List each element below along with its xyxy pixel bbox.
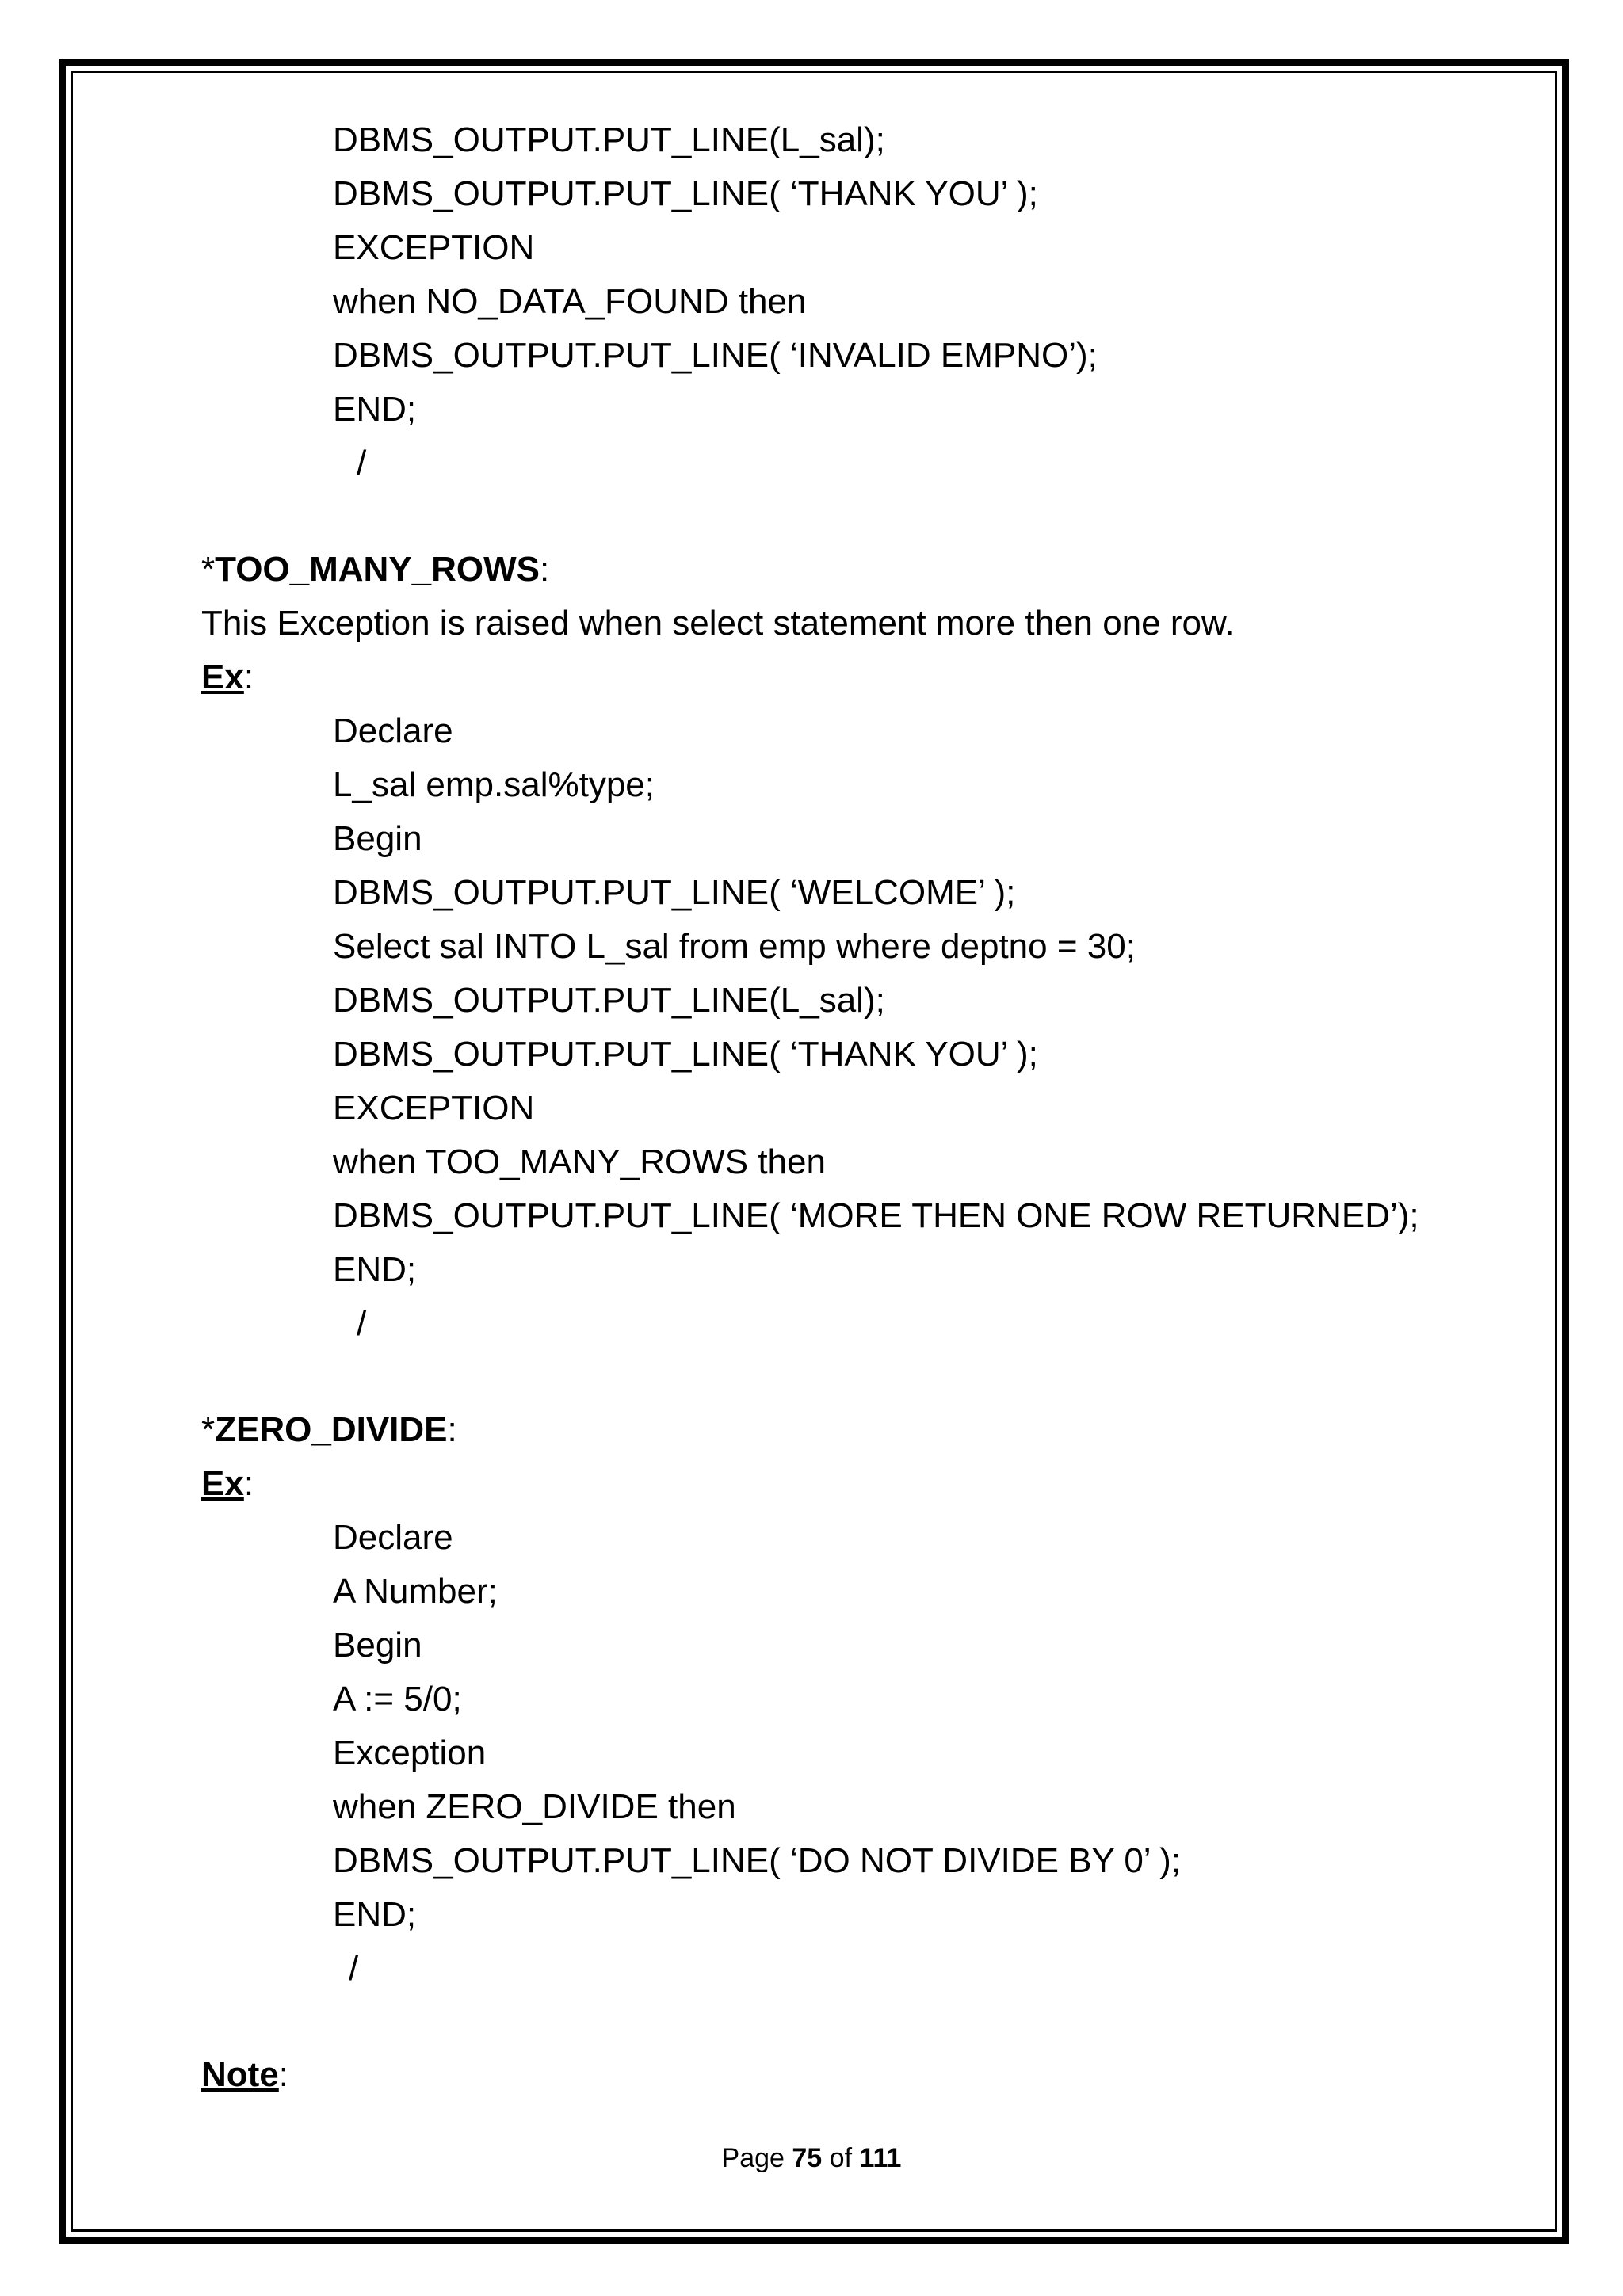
- code-line: DBMS_OUTPUT.PUT_LINE( ‘MORE THEN ONE ROW RETURNED’);: [333, 1196, 1419, 1235]
- code-line: A := 5/0;: [333, 1680, 462, 1718]
- total-page-count: 111: [859, 2143, 902, 2173]
- code-line: END;: [333, 390, 417, 429]
- code-line: /: [357, 1304, 367, 1343]
- code-line: DBMS_OUTPUT.PUT_LINE(L_sal);: [333, 981, 885, 1020]
- current-page-number: 75: [792, 2143, 823, 2173]
- code-line: DBMS_OUTPUT.PUT_LINE( ‘THANK YOU’ );: [333, 174, 1038, 213]
- code-line: EXCEPTION: [333, 1089, 535, 1127]
- code-line: /: [349, 1949, 359, 1988]
- code-line: Declare: [333, 711, 453, 750]
- page-word: Page: [721, 2143, 785, 2173]
- code-line: when NO_DATA_FOUND then: [333, 282, 807, 321]
- example-label: Ex:: [201, 658, 254, 696]
- code-line: A Number;: [333, 1572, 498, 1611]
- code-line: DBMS_OUTPUT.PUT_LINE( ‘WELCOME’ );: [333, 873, 1016, 912]
- code-line: DBMS_OUTPUT.PUT_LINE( ‘INVALID EMPNO’);: [333, 336, 1098, 375]
- code-line: DBMS_OUTPUT.PUT_LINE(L_sal);: [333, 120, 885, 159]
- code-line: when TOO_MANY_ROWS then: [333, 1142, 826, 1181]
- code-line: Begin: [333, 819, 422, 858]
- code-line: Select sal INTO L_sal from emp where deptno = 30;: [333, 927, 1136, 966]
- code-line: END;: [333, 1895, 417, 1934]
- section-heading-too-many-rows: *TOO_MANY_ROWS:: [201, 550, 550, 589]
- code-line: when ZERO_DIVIDE then: [333, 1787, 736, 1826]
- code-line: Exception: [333, 1733, 487, 1772]
- code-line: Begin: [333, 1626, 422, 1665]
- code-line: L_sal emp.sal%type;: [333, 765, 655, 804]
- section-description: This Exception is raised when select statement more then one row.: [201, 604, 1235, 643]
- code-line: DBMS_OUTPUT.PUT_LINE( ‘THANK YOU’ );: [333, 1035, 1038, 1074]
- page-footer: [0, 2141, 1623, 2176]
- section-heading-zero-divide: *ZERO_DIVIDE:: [201, 1410, 457, 1449]
- code-line: END;: [333, 1250, 417, 1289]
- code-line: EXCEPTION: [333, 228, 535, 267]
- example-label: Ex:: [201, 1464, 254, 1503]
- code-line: Declare: [333, 1518, 453, 1557]
- of-word: of: [829, 2143, 853, 2173]
- code-line: DBMS_OUTPUT.PUT_LINE( ‘DO NOT DIVIDE BY 0’ );: [333, 1841, 1182, 1880]
- code-line: /: [357, 444, 367, 482]
- note-label: Note:: [201, 2055, 289, 2094]
